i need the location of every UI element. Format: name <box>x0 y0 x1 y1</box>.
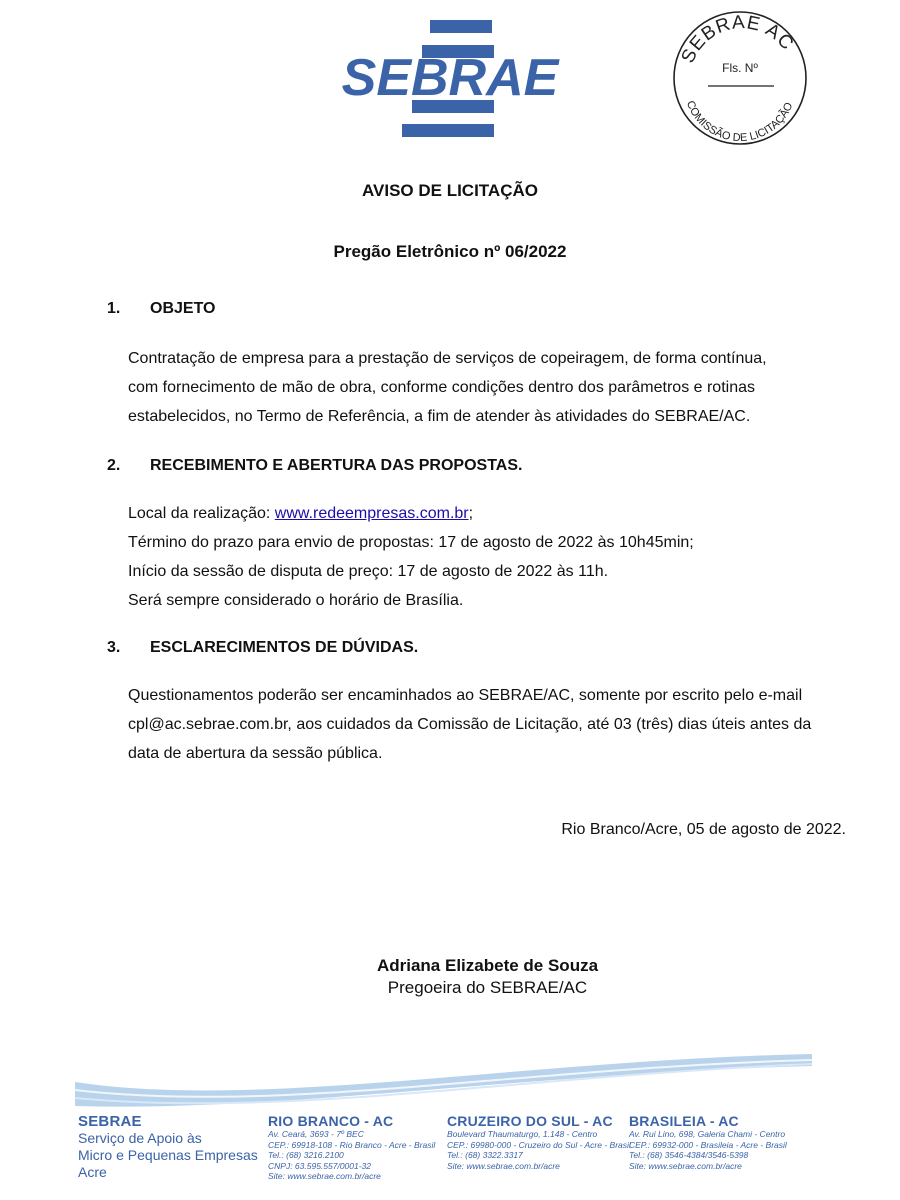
section-3-title: ESCLARECIMENTOS DE DÚVIDAS. <box>150 639 419 656</box>
office-line: Tel.: (68) 3322.3317 <box>447 1150 523 1160</box>
section-1-line: Contratação de empresa para a prestação de serviços de copeiragem, de forma contínua, <box>128 350 767 367</box>
office-line: Tel.: (68) 3216.2100 <box>268 1150 344 1160</box>
section-2-line: Será sempre considerado o horário de Brasília. <box>128 592 464 609</box>
office-title: BRASILEIA - AC <box>629 1113 739 1129</box>
section-1-number: 1. <box>107 300 121 317</box>
office-line: CEP.: 69980-000 - Cruzeiro do Sul - Acre - Brasil <box>447 1139 631 1150</box>
section-2-number: 2. <box>107 457 121 474</box>
document-title: AVISO DE LICITAÇÃO <box>362 181 538 200</box>
stamp-center-text: Fls. Nº <box>722 61 758 75</box>
footer-org-line: Micro e Pequenas Empresas <box>78 1147 258 1163</box>
office-line: CEP.: 69932-000 - Brasileia - Acre - Brasil <box>629 1139 787 1150</box>
stamp-top-text: SEBRAE AC <box>677 12 798 67</box>
office-line: Site: www.sebrae.com.br/acre <box>268 1171 381 1181</box>
signer-role: Pregoeira do SEBRAE/AC <box>387 978 588 997</box>
office-line: Boulevard Thaumaturgo, 1.148 - Centro <box>447 1129 598 1139</box>
document-subtitle: Pregão Eletrônico nº 06/2022 <box>333 242 567 261</box>
section-1-line: com fornecimento de mão de obra, conforme condições dentro dos parâmetros e rotinas <box>128 379 755 396</box>
office-title: CRUZEIRO DO SUL - AC <box>447 1113 613 1129</box>
sebrae-logo <box>338 18 562 140</box>
footer-office-brasileia <box>629 1113 787 1171</box>
section-1-body <box>128 344 853 431</box>
office-line: CEP.: 69918-108 - Rio Branco - Acre - Brasil <box>268 1139 436 1150</box>
footer-office-rio-branco <box>268 1113 435 1182</box>
section-2-body <box>128 499 853 615</box>
footer-org-line: Serviço de Apoio às <box>78 1130 202 1146</box>
svg-text:SEBRAE AC <box>678 12 798 66</box>
footer-office-cruzeiro-do-sul <box>447 1113 631 1171</box>
local-suffix: ; <box>468 505 474 522</box>
logo-text: SEBRAE <box>341 49 559 107</box>
office-line: Site: www.sebrae.com.br/acre <box>447 1160 560 1171</box>
office-line: CNPJ: 63.595.557/0001-32 <box>268 1160 372 1171</box>
section-3-number: 3. <box>107 639 121 656</box>
footer-org-line: Acre <box>78 1164 107 1180</box>
protocol-stamp <box>670 6 810 146</box>
local-line <box>128 499 853 528</box>
office-line: Av. Ceará, 3693 - 7º BEC <box>268 1129 364 1139</box>
section-3-body <box>128 681 853 768</box>
section-1-line: estabelecidos, no Termo de Referência, a fim de atender às atividades do SEBRAE/AC. <box>128 408 751 425</box>
footer-org <box>78 1113 258 1181</box>
redeempresas-link[interactable]: www.redeempresas.com.br <box>274 505 469 522</box>
section-2-line: Término do prazo para envio de propostas: 17 de agosto de 2022 às 10h45min; <box>128 534 694 551</box>
place-date: Rio Branco/Acre, 05 de agosto de 2022. <box>561 821 846 838</box>
signer-name: Adriana Elizabete de Souza <box>376 956 599 975</box>
section-3-line: data de abertura da sessão pública. <box>128 745 383 762</box>
section-2-title: RECEBIMENTO E ABERTURA DAS PROPOSTAS. <box>150 457 523 474</box>
office-line: Tel.: (68) 3546-4384/3546-5398 <box>629 1150 749 1160</box>
office-line: Av. Rui Lino, 698, Galeria Chami - Centro <box>629 1129 786 1139</box>
footer-org-name: SEBRAE <box>78 1113 142 1130</box>
office-title: RIO BRANCO - AC <box>268 1113 394 1129</box>
signature-block <box>0 955 900 999</box>
office-line: Site: www.sebrae.com.br/acre <box>629 1160 742 1171</box>
section-1-title: OBJETO <box>150 300 216 317</box>
section-3-line: cpl@ac.sebrae.com.br, aos cuidados da Comissão de Licitação, até 03 (três) dias úteis antes da <box>128 716 812 733</box>
section-2-line: Início da sessão de disputa de preço: 17 de agosto de 2022 às 11h. <box>128 563 609 580</box>
local-label: Local da realização: <box>128 505 275 522</box>
svg-text:COMISSÃO DE LICITAÇÃO <box>684 99 796 144</box>
stamp-bottom-text: COMISSÃO DE LICITAÇÃO <box>683 99 796 145</box>
footer-wave <box>0 1040 900 1110</box>
section-3-line: Questionamentos poderão ser encaminhados ao SEBRAE/AC, somente por escrito pelo e-mail <box>128 687 803 704</box>
